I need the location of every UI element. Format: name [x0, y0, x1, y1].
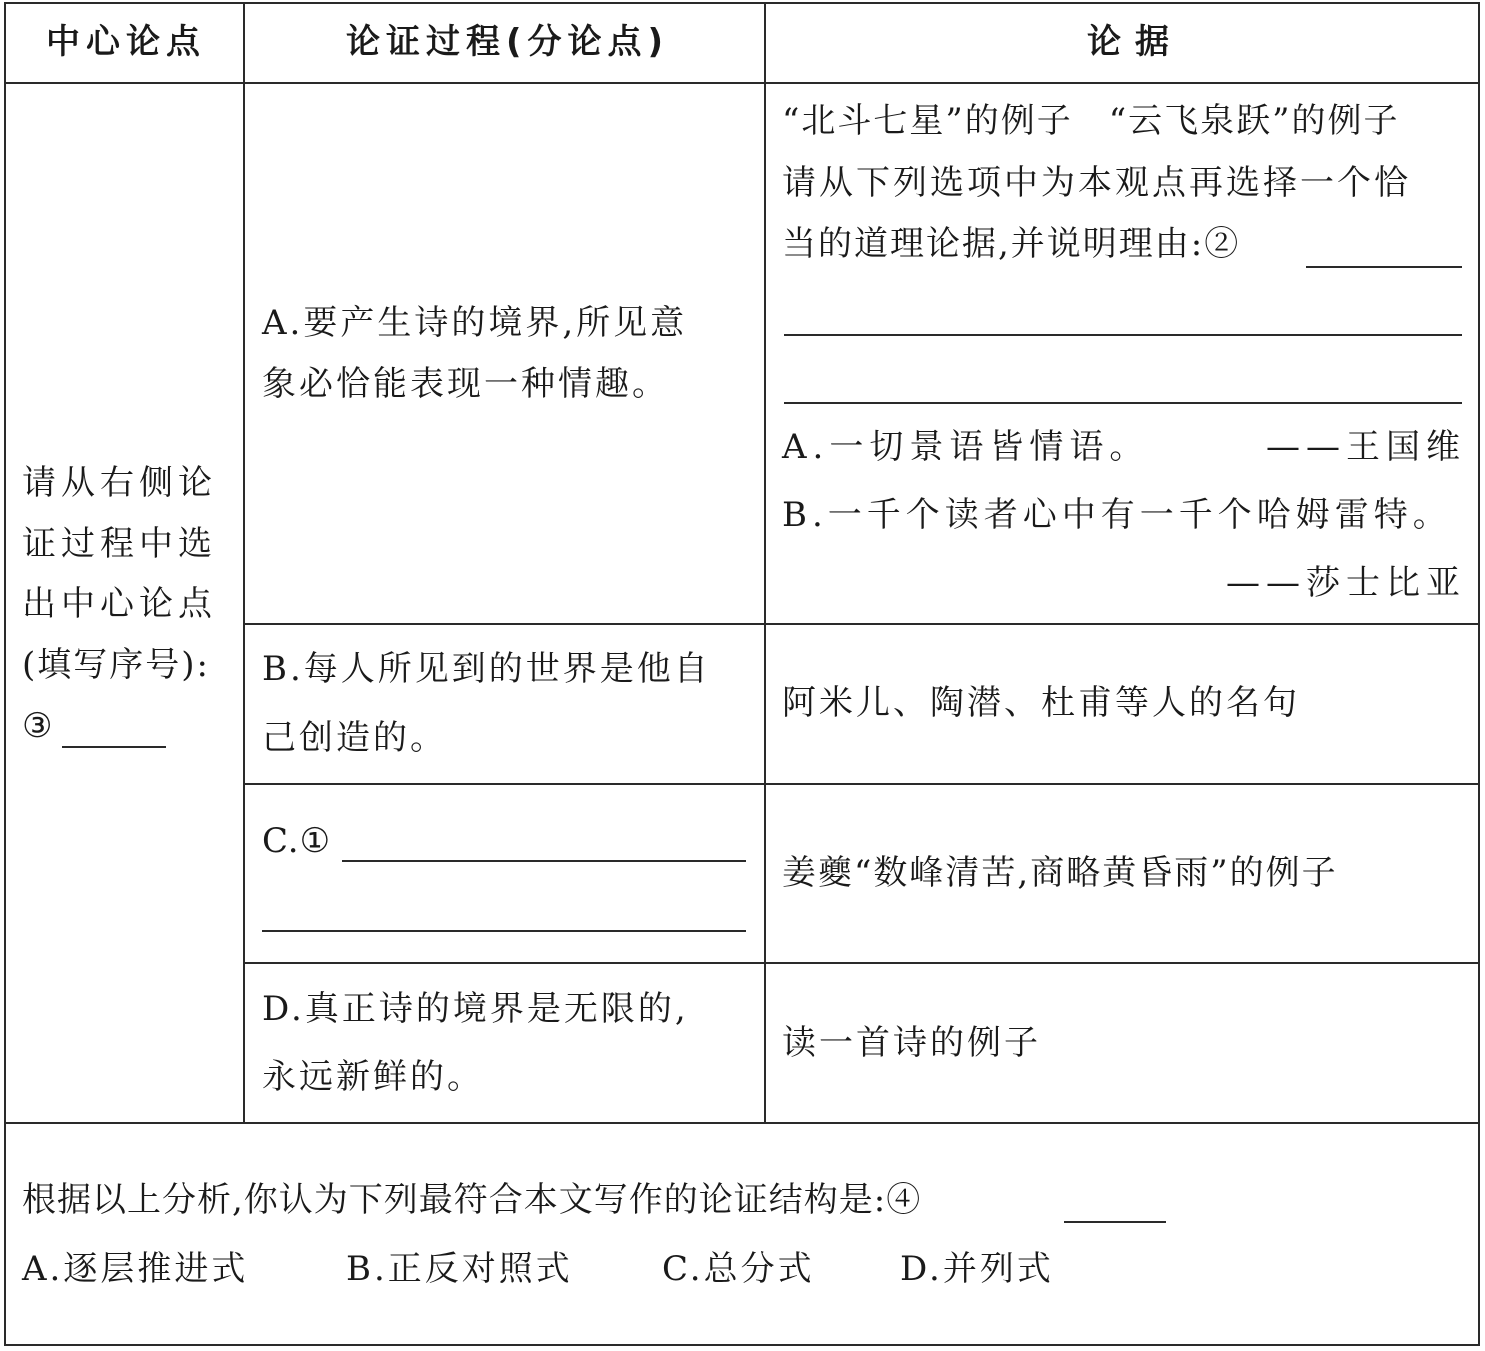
central-instruction-line-3: 出中心论点	[22, 584, 217, 624]
point-a-line-2: 象必恰能表现一种情趣。	[262, 364, 669, 404]
structure-answer-blank[interactable]	[1064, 1221, 1166, 1223]
evidence-b: 阿米儿、陶潜、杜甫等人的名句	[782, 683, 1300, 723]
header-evidence: 论据	[1087, 22, 1183, 62]
argument-table	[4, 2, 1480, 1346]
structure-choice-c: C.总分式	[662, 1249, 815, 1289]
option-a-author: ——王国维	[1266, 427, 1466, 467]
option-b-quote: B.一千个读者心中有一千个哈姆雷特。	[782, 495, 1452, 535]
evidence-a-line-1: “北斗七星”的例子 “云飞泉跃”的例子	[782, 101, 1400, 141]
point-d-line-1: D.真正诗的境界是无限的,	[262, 989, 689, 1029]
point-c-answer-blank-2[interactable]	[262, 930, 746, 932]
point-a-line-1: A.要产生诗的境界,所见意	[262, 303, 688, 343]
central-blank-number: ③	[22, 706, 57, 746]
central-answer-blank[interactable]	[62, 746, 166, 748]
col-divider-2	[764, 2, 766, 1124]
structure-choice-a: A.逐层推进式	[22, 1249, 249, 1289]
col-divider-1	[243, 2, 245, 1124]
option-b-author: ——莎士比亚	[1226, 563, 1466, 603]
point-b-line-2: 己创造的。	[262, 718, 447, 758]
point-c-answer-blank-1[interactable]	[342, 860, 746, 862]
header-central-argument: 中心论点	[46, 22, 206, 62]
structure-choice-d: D.并列式	[900, 1249, 1054, 1289]
point-c-label: C.①	[262, 821, 332, 861]
reason-answer-blank-1[interactable]	[1306, 266, 1462, 268]
structure-question: 根据以上分析,你认为下列最符合本文写作的论证结构是:④	[22, 1180, 922, 1220]
reason-answer-blank-2[interactable]	[784, 334, 1462, 336]
point-d-line-2: 永远新鲜的。	[262, 1057, 484, 1097]
row-divider-3	[243, 962, 1480, 964]
point-b-line-1: B.每人所见到的世界是他自	[262, 649, 711, 689]
row-divider-2	[243, 783, 1480, 785]
footer-divider	[4, 1122, 1480, 1124]
evidence-a-line-2: 请从下列选项中为本观点再选择一个恰	[782, 163, 1411, 203]
central-instruction-line-4: (填写序号):	[22, 645, 210, 685]
structure-choice-b: B.正反对照式	[346, 1249, 573, 1289]
evidence-d: 读一首诗的例子	[782, 1023, 1041, 1063]
reason-answer-blank-3[interactable]	[784, 402, 1462, 404]
header-argument-process: 论证过程(分论点)	[346, 22, 670, 62]
row-divider-1	[243, 623, 1480, 625]
central-instruction-line-1: 请从右侧论	[22, 463, 217, 503]
evidence-a-line-3: 当的道理论据,并说明理由:②	[782, 224, 1241, 264]
evidence-c: 姜夔“数峰清苦,商略黄昏雨”的例子	[782, 853, 1338, 893]
option-a-quote: A.一切景语皆情语。	[782, 427, 1150, 467]
header-divider	[4, 82, 1480, 84]
central-instruction-line-2: 证过程中选	[22, 524, 217, 564]
